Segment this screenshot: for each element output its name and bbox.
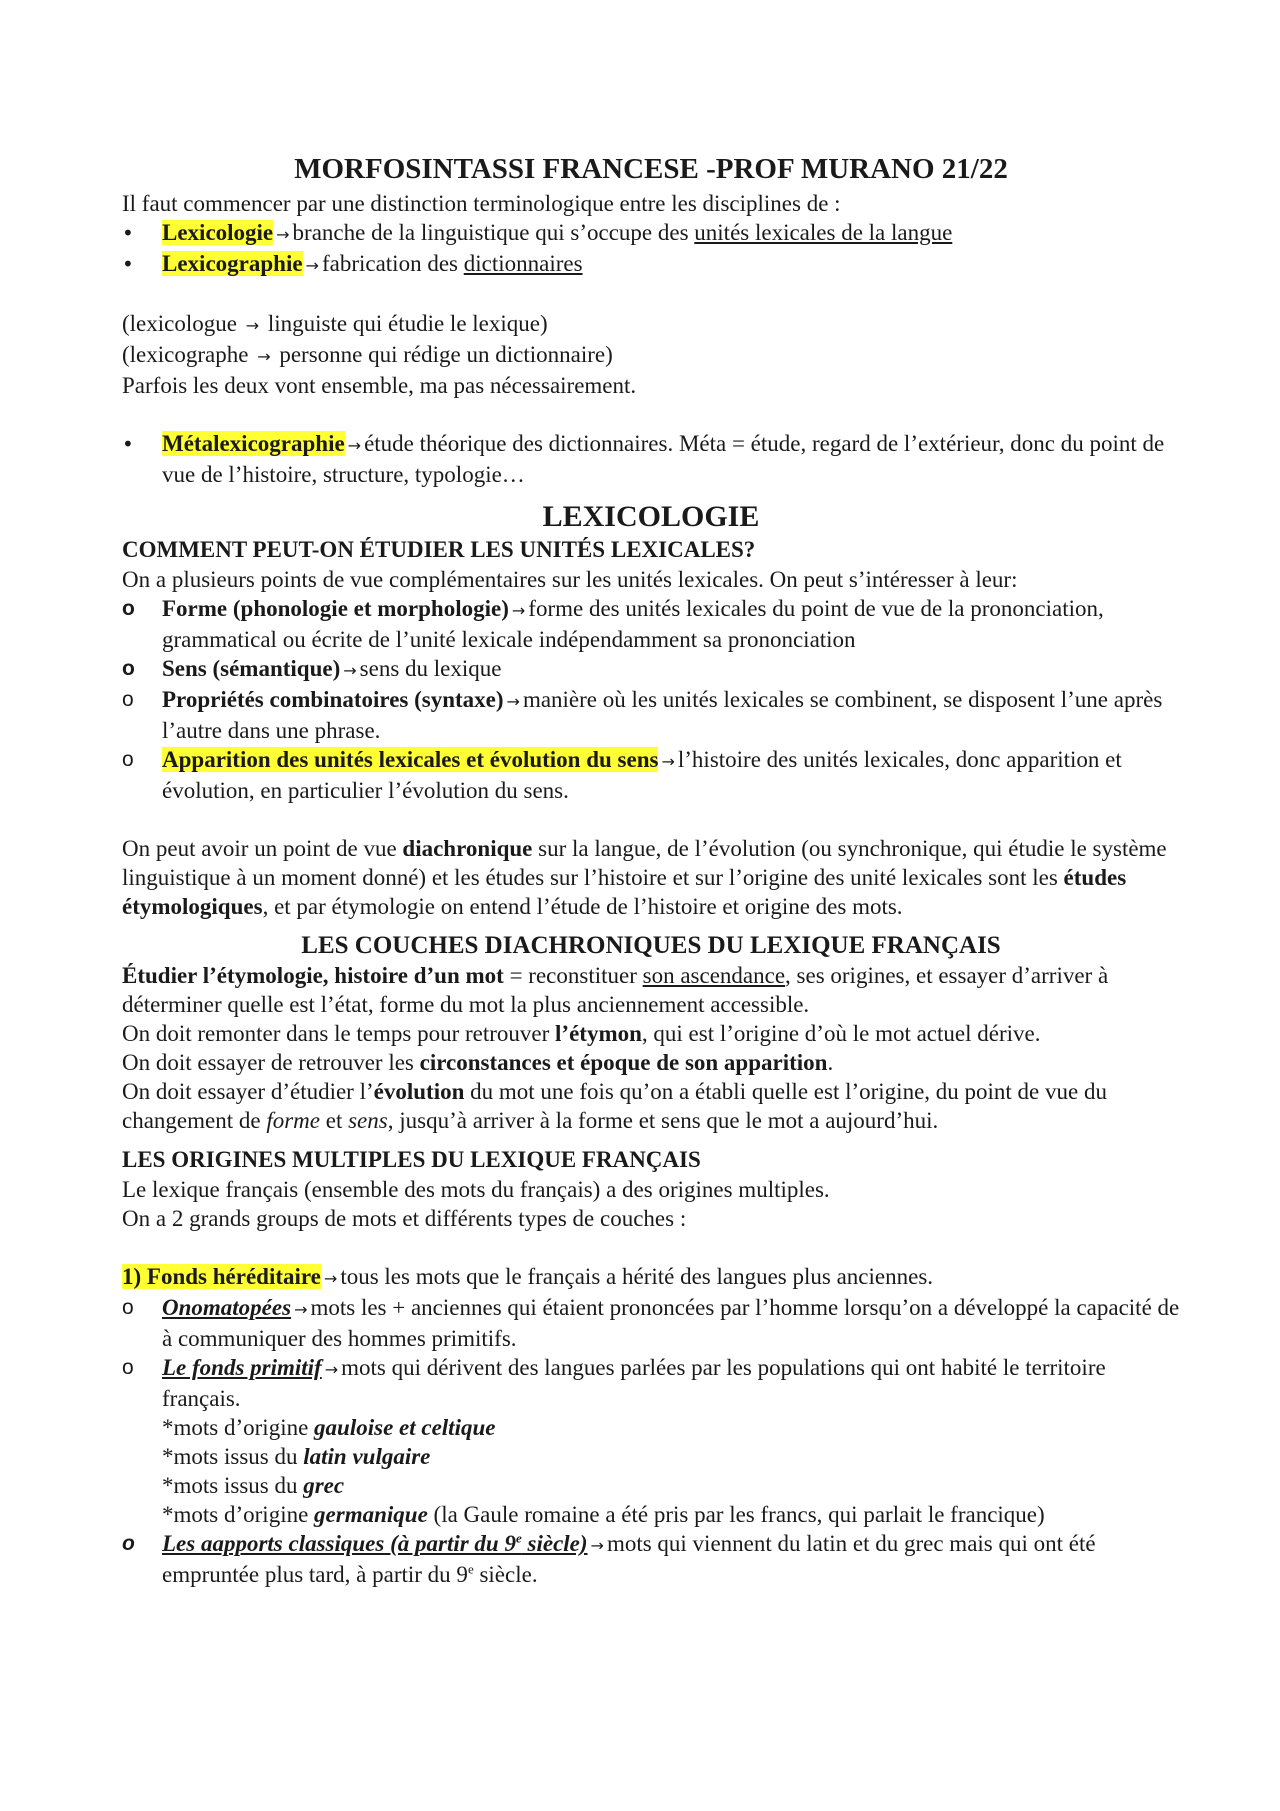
intro-text: Il faut commencer par une distinction terminologique entre les disciplines de : <box>122 191 841 216</box>
list-item-forme <box>122 594 1180 654</box>
term-metalexicographie: Métalexicographie <box>162 431 345 456</box>
item-text: l’histoire des unités lexicales, donc apparition et évolution, en particulier l’évolution du sens. <box>162 747 1122 803</box>
note-lexicographe: (lexicographe → personne qui rédige un dictionnaire) <box>122 342 613 367</box>
arrow-icon: → <box>245 316 260 335</box>
arrow-icon: → <box>324 1360 339 1379</box>
item-underlined: unités lexicales de la langue <box>694 220 953 245</box>
couches-line-3: On doit essayer de retrouver les circonstances et époque de son apparition. <box>122 1050 834 1075</box>
fonds-hereditaire: 1) Fonds héréditaire → tous les mots que le français a hérité des langues plus anciennes. <box>122 1264 934 1289</box>
arrow-icon: → <box>294 1300 308 1319</box>
item-text: mots qui dérivent des langues parlées par les populations qui ont habité le territoire français. <box>162 1355 1106 1411</box>
bullet-icon <box>122 218 146 248</box>
circle-bullet-icon: o <box>122 748 134 771</box>
bullet-icon <box>122 429 146 459</box>
item-text: forme des unités lexicales du point de vue de la prononciation, grammatical ou écrite de l’unité lexicale indépendamment sa prononciation <box>162 596 1104 652</box>
circle-bullet-icon: o <box>122 1356 134 1379</box>
list-item-lexicologie <box>122 218 1180 249</box>
arrow-icon: → <box>305 256 319 275</box>
arrow-icon: → <box>511 601 526 620</box>
sub-item-grec: *mots issus du grec <box>162 1473 345 1498</box>
circle-bullet-icon: o <box>122 1532 135 1555</box>
couches-line-4: On doit essayer d’étudier l’évolution du mot une fois qu’on a établi quelle est l’origine, du point de vue du changement de forme et sens, jusqu’à arriver à la forme et sens que le mot a aujourd’hui. <box>122 1079 1107 1133</box>
lexicologie-lead: On a plusieurs points de vue complémentaires sur les unités lexicales. On peut s’intéresser à leur: <box>122 567 1018 592</box>
arrow-icon: → <box>590 1536 604 1555</box>
note-lexicologue: (lexicologue → linguiste qui étudie le lexique) <box>122 311 548 336</box>
item-text: sens du lexique <box>359 656 502 681</box>
heading-couches: LES COUCHES DIACHRONIQUES DU LEXIQUE FRANÇAIS <box>301 932 1001 959</box>
diachronique-paragraph: On peut avoir un point de vue diachronique sur la langue, de l’évolution (ou synchronique, qui étudie le système linguistique à un moment donné) et les études sur l’histoire et sur l’origine des unité lexicales sont les études étymologiques, et par étymologie on entend l’étude de l’histoire et origine des mots. <box>122 836 1167 919</box>
item-text: branche de la linguistique qui s’occupe des <box>292 220 695 245</box>
bullet-icon <box>122 249 146 279</box>
list-item-fonds-primitif <box>122 1353 1180 1413</box>
item-term: Apparition des unités lexicales et évolution du sens <box>162 747 659 772</box>
circle-bullet-icon: o <box>122 597 135 620</box>
item-text: mots les + anciennes qui étaient prononcées par l’homme lorsqu’on a développé la capacité de à communiquer des hommes primitifs. <box>162 1295 1180 1351</box>
term-lexicographie: Lexicographie <box>162 251 303 276</box>
couches-line-1: Étudier l’étymologie, histoire d’un mot = reconstituer son ascendance, ses origines, et essayer d’arriver à déterminer quelle est l’état, forme du mot la plus anciennement accessible. <box>122 963 1109 1017</box>
sub-item-gauloise: *mots d’origine gauloise et celtique <box>162 1415 496 1440</box>
item-text: fabrication des <box>321 251 464 276</box>
term-lexicologie: Lexicologie <box>162 220 274 245</box>
item-term: Sens (sémantique) <box>162 656 341 681</box>
item-term: Les aapports classiques (à partir du 9e siècle) <box>162 1530 588 1556</box>
arrow-icon: → <box>661 752 675 771</box>
item-text: manière où les unités lexicales se combinent, se disposent l’une après l’autre dans une phrase. <box>162 687 1163 743</box>
arrow-icon: → <box>506 692 520 711</box>
list-item-apparition <box>122 745 1180 805</box>
circle-bullet-icon: o <box>122 1296 134 1319</box>
circle-bullet-icon: o <box>122 688 134 711</box>
item-term: Forme (phonologie et morphologie) <box>162 596 509 621</box>
list-item-sens <box>122 654 1180 685</box>
heading-origines: LES ORIGINES MULTIPLES DU LEXIQUE FRANÇAIS <box>122 1147 701 1172</box>
couches-line-2: On doit remonter dans le temps pour retrouver l’étymon, qui est l’origine d’où le mot actuel dérive. <box>122 1021 1041 1046</box>
note-parfois: Parfois les deux vont ensemble, ma pas nécessairement. <box>122 373 637 398</box>
heading-lexicologie: LEXICOLOGIE <box>542 500 760 533</box>
list-item-onomatopees <box>122 1293 1180 1353</box>
item-term: Onomatopées <box>162 1295 292 1320</box>
arrow-icon: → <box>257 347 271 366</box>
list-item-apports: o Les aapports classiques (à partir du 9e siècle) → mots qui viennent du latin et du grec mais qui ont été empruntée plus tard, à partir du 9e siècle. <box>122 1530 1096 1587</box>
circle-bullet-icon: o <box>122 657 135 680</box>
origines-line-1: Le lexique français (ensemble des mots du français) a des origines multiples. <box>122 1177 830 1202</box>
arrow-icon: → <box>347 436 362 455</box>
arrow-icon: → <box>343 661 357 680</box>
arrow-icon: → <box>323 1269 338 1288</box>
sub-item-latin: *mots issus du latin vulgaire <box>162 1444 431 1469</box>
list-item-proprietes <box>122 685 1180 745</box>
item-term: Propriétés combinatoires (syntaxe) <box>162 687 504 712</box>
list-item-lexicographie <box>122 249 1180 280</box>
item-text: étude théorique des dictionnaires. Méta = étude, regard de l’extérieur, donc du point de vue de l’histoire, structure, typologie… <box>162 431 1165 487</box>
subheading-unites: COMMENT PEUT-ON ÉTUDIER LES UNITÉS LEXICALES? <box>122 537 756 562</box>
list-item-metalexicographie <box>122 429 1180 489</box>
document-title: MORFOSINTASSI FRANCESE -PROF MURANO 21/22 <box>294 153 1008 185</box>
item-term: Le fonds primitif <box>162 1355 322 1380</box>
item-underlined: dictionnaires <box>463 251 583 276</box>
arrow-icon: → <box>276 225 290 244</box>
origines-line-2: On a 2 grands groups de mots et différents types de couches : <box>122 1206 687 1231</box>
sub-item-germanique: *mots d’origine germanique (la Gaule romaine a été pris par les francs, qui parlait le francique) <box>162 1502 1045 1527</box>
